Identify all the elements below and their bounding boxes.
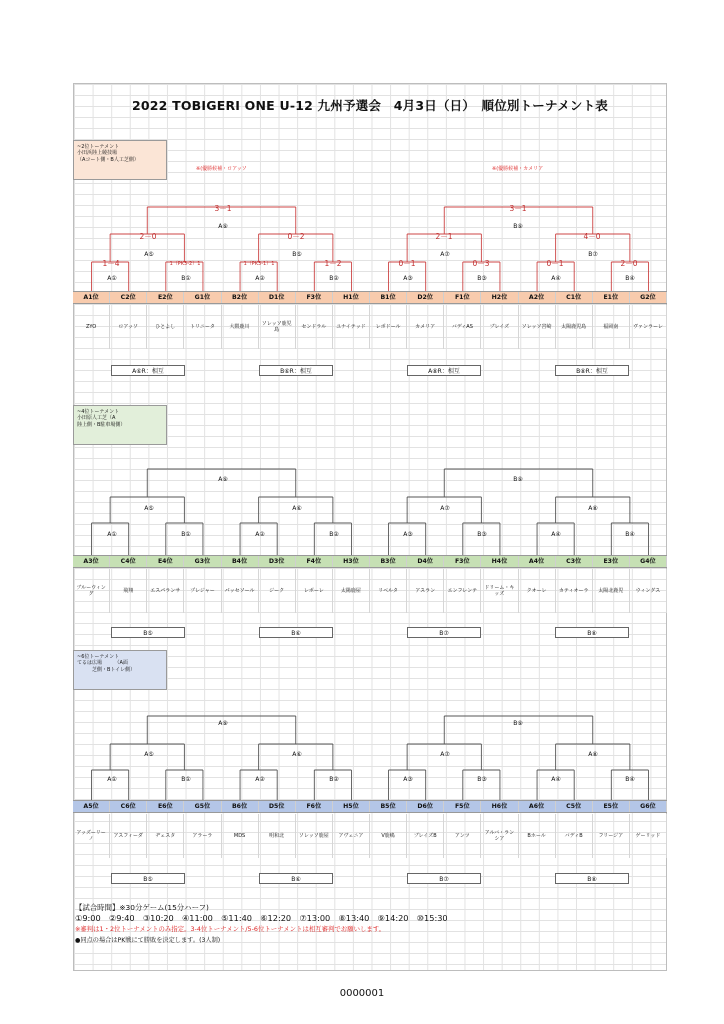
rank-cell: E4位: [147, 556, 184, 567]
slot-label: B⑨: [513, 720, 523, 727]
slot-label: B②: [329, 776, 339, 783]
slot-label: A③: [403, 531, 413, 538]
referee-cell: B⑥: [259, 627, 333, 638]
team-cell: 大隈鹿川: [222, 305, 259, 349]
slot-label: B③: [477, 275, 487, 282]
team-cell: ZYO: [73, 305, 110, 349]
referee-cell: B⑥: [259, 873, 333, 884]
rank-cell: E1位: [593, 292, 630, 303]
rank-cell: D4位: [407, 556, 444, 567]
slot-label: B④: [625, 531, 635, 538]
mid-score: 4－0: [583, 232, 601, 241]
slot-label: A⑤: [144, 251, 154, 258]
slot-label: A②: [255, 275, 265, 282]
team-cell: ユナイテッド: [333, 305, 370, 349]
team-cell: トリニータ: [184, 305, 221, 349]
section1-winner-left: ※(優勝候補・ロアッソ: [196, 166, 247, 172]
referee-cell: B⑤: [111, 627, 185, 638]
team-cell: エンフレンテ: [444, 569, 481, 613]
rank-cell: B5位: [370, 801, 407, 812]
slot-label: A⑧: [588, 505, 598, 512]
rank-cell: F1位: [444, 292, 481, 303]
team-row: [73, 305, 667, 349]
rank-cell: G1位: [184, 292, 221, 303]
team-cell: アヴェニア: [333, 814, 370, 858]
slot-label: B①: [181, 275, 191, 282]
rank-cell: G3位: [184, 556, 221, 567]
rank-row: [73, 555, 667, 568]
team-cell: バディB: [556, 814, 593, 858]
referee-cell: A⑧R：相互: [407, 365, 481, 376]
section1-winner-right: ※(優勝候補・カメリア: [492, 166, 544, 172]
mid-score: 0－2: [287, 232, 305, 241]
rank-cell: A6位: [519, 801, 556, 812]
slot-label: A⑤: [144, 751, 154, 758]
first-score: 1－4: [102, 259, 120, 268]
slot-label: B⑦: [588, 251, 598, 258]
team-cell: MDS: [222, 814, 259, 858]
slot-label: B③: [477, 531, 487, 538]
referee-cell: B⑦: [407, 873, 481, 884]
slot-label: A⑥: [292, 505, 302, 512]
section2-label: ~4位トーナメント 小田原人工芝（A 陸上側・B駐車場側）: [73, 405, 167, 445]
slot-label: A⑦: [440, 505, 450, 512]
rank-cell: C2位: [110, 292, 147, 303]
slot-label: B⑨: [513, 223, 523, 230]
rank-cell: H5位: [333, 801, 370, 812]
rank-cell: C1位: [556, 292, 593, 303]
team-cell: カメリア: [407, 305, 444, 349]
team-cell: ひとよし: [147, 305, 184, 349]
team-cell: アラーラ: [184, 814, 221, 858]
team-cell: ドリーム・キッズ: [481, 569, 518, 613]
team-cell: 福岡南: [593, 305, 630, 349]
rank-cell: D6位: [407, 801, 444, 812]
referee-cell: A⑥R：相互: [111, 365, 185, 376]
slot-label: A⑦: [440, 251, 450, 258]
slot-label: A①: [107, 776, 117, 783]
rank-cell: H2位: [481, 292, 518, 303]
slot-label: A⑨: [218, 476, 228, 483]
team-cell: アッズーリーノ: [73, 814, 110, 858]
team-cell: プレジャー: [184, 569, 221, 613]
rank-cell: G2位: [630, 292, 667, 303]
referee-note: ※審判は1・2位トーナメントのみ指定。3-4位トーナメント/5-6位トーナメントは相互審判でお願いします。: [75, 925, 386, 933]
rank-cell: B4位: [222, 556, 259, 567]
final-score: 3－1: [214, 204, 232, 213]
slot-label: B④: [625, 776, 635, 783]
rank-cell: G5位: [184, 801, 221, 812]
rank-cell: E5位: [593, 801, 630, 812]
rank-cell: G6位: [630, 801, 667, 812]
team-cell: 明和北: [259, 814, 296, 858]
rank-cell: H3位: [333, 556, 370, 567]
rank-cell: B1位: [370, 292, 407, 303]
rank-cell: B6位: [222, 801, 259, 812]
mid-score: 2－0: [139, 232, 157, 241]
pk-note: ●同点の場合はPK戦にて勝敗を決定します。(3人制): [75, 937, 221, 944]
slot-label: A⑥: [292, 751, 302, 758]
mid-score: 2－1: [435, 232, 453, 241]
rank-cell: E6位: [147, 801, 184, 812]
rank-cell: H6位: [481, 801, 518, 812]
slot-label: A⑦: [440, 751, 450, 758]
rank-cell: C6位: [110, 801, 147, 812]
rank-row: [73, 291, 667, 304]
team-cell: ブレイズ: [481, 305, 518, 349]
rank-cell: A5位: [73, 801, 110, 812]
rank-cell: D1位: [259, 292, 296, 303]
slot-label: B①: [181, 531, 191, 538]
team-cell: ヴァンラーレ: [630, 305, 667, 349]
slot-label: B②: [329, 531, 339, 538]
rank-cell: C3位: [556, 556, 593, 567]
slot-label: A②: [255, 776, 265, 783]
team-cell: カティオーラ: [556, 569, 593, 613]
referee-cell: B⑧: [555, 627, 629, 638]
team-cell: クオーレ: [519, 569, 556, 613]
rank-cell: D2位: [407, 292, 444, 303]
rank-cell: F4位: [296, 556, 333, 567]
slot-label: A③: [403, 275, 413, 282]
team-cell: パッセソール: [222, 569, 259, 613]
first-score: 0－1: [398, 259, 416, 268]
slot-label: B③: [477, 776, 487, 783]
team-cell: Bホール: [519, 814, 556, 858]
rank-cell: G4位: [630, 556, 667, 567]
team-row: [73, 814, 667, 858]
team-cell: ブレイズB: [407, 814, 444, 858]
referee-cell: B⑤: [111, 873, 185, 884]
rank-cell: H4位: [481, 556, 518, 567]
slot-label: A②: [255, 531, 265, 538]
team-cell: ヂェスタ: [147, 814, 184, 858]
team-cell: アスフィーダ: [110, 814, 147, 858]
slot-label: A①: [107, 531, 117, 538]
slot-label: B④: [625, 275, 635, 282]
slot-label: A④: [551, 531, 561, 538]
section3-label: ~6位トーナメント てるは広場 （A面 芝側・Bトイレ側）: [73, 650, 167, 690]
match-info: [73, 902, 669, 946]
final-score: 3－1: [509, 204, 527, 213]
rank-cell: F3位: [296, 292, 333, 303]
slot-label: A①: [107, 275, 117, 282]
team-cell: ウィングス: [630, 569, 667, 613]
page-title: 2022 TOBIGERI ONE U-12 九州予選会 4月3日（日） 順位別トーナメント表: [131, 98, 608, 113]
team-cell: エスパランサ: [147, 569, 184, 613]
first-score: 0－1: [546, 259, 564, 268]
team-cell: ブルーウィング: [73, 569, 110, 613]
team-cell: レボーレ: [296, 569, 333, 613]
rank-cell: E2位: [147, 292, 184, 303]
slot-label: A⑧: [588, 751, 598, 758]
slot-label: A⑨: [218, 223, 228, 230]
team-cell: 太陽鹿児島: [556, 305, 593, 349]
slot-label: B①: [181, 776, 191, 783]
slot-label: B⑨: [513, 476, 523, 483]
team-cell: ソレッソ鹿児島: [259, 305, 296, 349]
slot-label: A③: [403, 776, 413, 783]
team-cell: V鹿嶋: [370, 814, 407, 858]
rank-cell: C5位: [556, 801, 593, 812]
rank-cell: E3位: [593, 556, 630, 567]
slot-label: B⑤: [292, 251, 302, 258]
team-cell: ロアッソ: [110, 305, 147, 349]
team-cell: ゲーリッド: [630, 814, 667, 858]
rank-cell: B2位: [222, 292, 259, 303]
rank-row: [73, 800, 667, 813]
first-score: 2－0: [620, 259, 638, 268]
team-cell: 飛翔: [110, 569, 147, 613]
team-cell: アンツ: [444, 814, 481, 858]
rank-cell: A1位: [73, 292, 110, 303]
first-score: 0－3: [472, 259, 490, 268]
team-row: [73, 569, 667, 613]
section1-label: ~2位トーナメント 小田浜陸上競技場 （Aコート側・B人工芝側）: [73, 140, 167, 180]
rank-cell: A3位: [73, 556, 110, 567]
referee-cell: B⑧R：相互: [555, 365, 629, 376]
document-number: 0000001: [339, 988, 385, 999]
team-cell: リベルタ: [370, 569, 407, 613]
team-cell: 太陽北鹿児: [593, 569, 630, 613]
rank-cell: C4位: [110, 556, 147, 567]
rank-cell: F6位: [296, 801, 333, 812]
team-cell: アスラン: [407, 569, 444, 613]
slot-label: A⑨: [218, 720, 228, 727]
rank-cell: A2位: [519, 292, 556, 303]
team-cell: フリージア: [593, 814, 630, 858]
referee-cell: B⑦: [407, 627, 481, 638]
slot-label: A⑤: [144, 505, 154, 512]
rank-cell: A4位: [519, 556, 556, 567]
slot-label: A④: [551, 275, 561, 282]
team-cell: バディAS: [444, 305, 481, 349]
team-cell: センドラル: [296, 305, 333, 349]
match-time-list: ①9:00 ②9:40 ③10:20 ④11:00 ⑤11:40 ⑥12:20 ⑦13:00 ⑧13:40 ⑨14:20 ⑩15:30: [75, 913, 448, 923]
first-score: 1（PK3-1）1: [243, 261, 275, 267]
rank-cell: H1位: [333, 292, 370, 303]
team-cell: ソレッソ鹿屋: [296, 814, 333, 858]
first-score: 1－2: [324, 259, 342, 268]
match-time-heading: 【試合時間】※30分ゲーム(15分ハーフ): [75, 903, 209, 912]
first-score: 1（PK3-2）1: [169, 261, 201, 267]
team-cell: アルバ・ランシア: [481, 814, 518, 858]
referee-cell: B⑧: [555, 873, 629, 884]
rank-cell: B3位: [370, 556, 407, 567]
rank-cell: F3位: [444, 556, 481, 567]
team-cell: レボドール: [370, 305, 407, 349]
rank-cell: F5位: [444, 801, 481, 812]
team-cell: ジーク: [259, 569, 296, 613]
rank-cell: D5位: [259, 801, 296, 812]
team-cell: ソレッソ宮崎: [519, 305, 556, 349]
referee-cell: B⑥R：相互: [259, 365, 333, 376]
slot-label: B②: [329, 275, 339, 282]
rank-cell: D3位: [259, 556, 296, 567]
slot-label: A④: [551, 776, 561, 783]
team-cell: 太陽鹿屋: [333, 569, 370, 613]
